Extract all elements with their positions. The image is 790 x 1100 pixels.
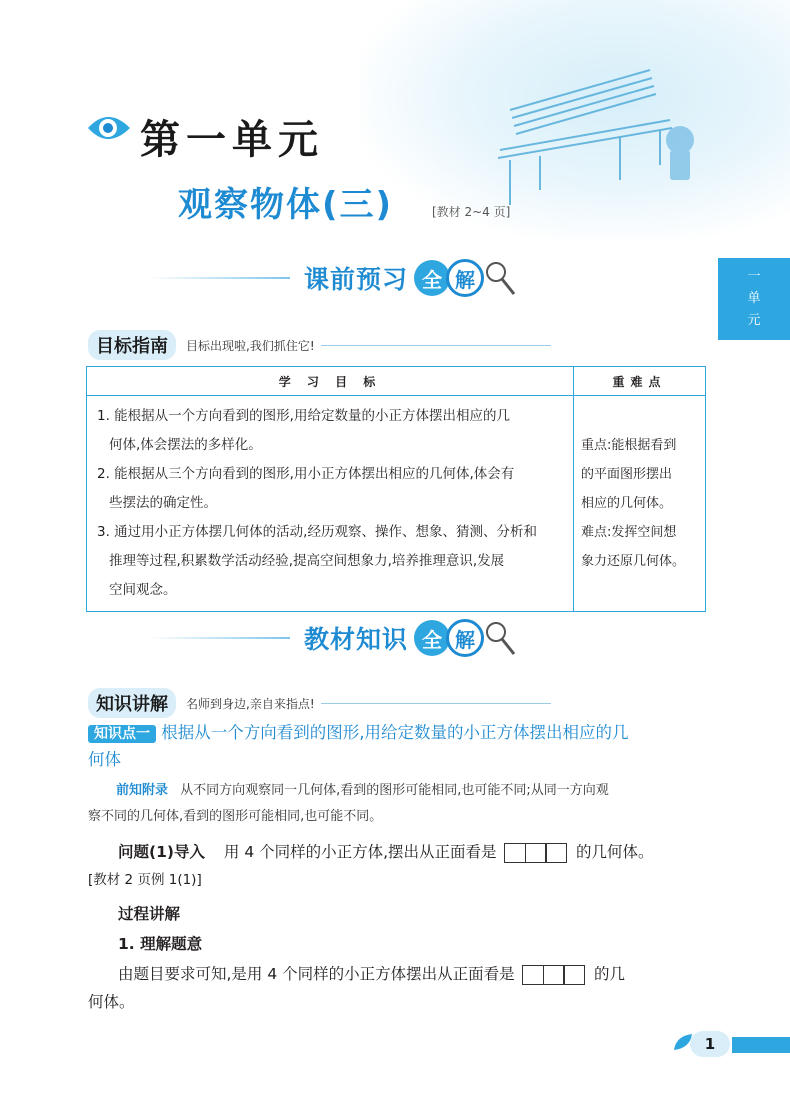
difficulty-cell (574, 396, 706, 612)
side-tab-char: 一 (747, 269, 761, 284)
question-text: 的几何体。 (575, 843, 654, 861)
table-header-row (87, 367, 706, 396)
eye-target-icon (86, 108, 132, 148)
banner-divider (150, 637, 290, 639)
banner-circle: 全 (414, 260, 450, 296)
knowledge-section-subtitle: 名师到身边,亲自来指点! (186, 696, 315, 711)
three-square-front-view-figure (506, 843, 568, 863)
side-tab-char: 元 (747, 313, 761, 328)
difficulty-column-header: 重难点 (574, 367, 706, 396)
goals-section-tag: 目标指南 (88, 330, 176, 360)
learning-goals-table (86, 366, 706, 612)
difficulty-line: 重点:能根据看到 (581, 438, 677, 453)
page-number: 1 (690, 1031, 730, 1057)
knowledge-banner-title: 教材知识 (304, 625, 409, 654)
section-divider (321, 345, 551, 346)
preview-banner (150, 254, 518, 302)
section-divider (321, 703, 551, 704)
knowledge-point-tag: 知识点一 (88, 725, 156, 743)
goals-cell (87, 396, 574, 612)
goals-section-subtitle: 目标出现啦,我们抓住它! (186, 338, 315, 353)
banner-circle: 解 (446, 259, 484, 297)
goal-line: 些摆法的确定性。 (109, 495, 217, 511)
step-one-text: 由题目要求可知,是用 4 个同样的小正方体摆出从正面看是 (118, 965, 515, 983)
magnifier-hand-icon (484, 618, 518, 658)
banner-circle: 解 (446, 619, 484, 657)
lesson-textbook-reference: [教材 2~4 页] (432, 205, 511, 219)
step-one-text: 的几 (594, 965, 626, 983)
table-row (87, 396, 706, 612)
difficulty-line: 相应的几何体。 (581, 496, 673, 511)
three-square-front-view-figure (524, 965, 586, 985)
goals-section-header (88, 330, 551, 360)
page-number-bar (732, 1037, 790, 1053)
question-text: 用 4 个同样的小正方体,摆出从正面看是 (223, 843, 497, 861)
banner-circle: 全 (414, 620, 450, 656)
side-unit-tab[interactable] (718, 258, 790, 340)
prior-knowledge-text: 从不同方向观察同一几何体,看到的图形可能相同,也可能不同;从同一方向观 (180, 783, 609, 798)
side-tab-char: 单 (747, 291, 761, 306)
question-label: 问题(1)导入 (118, 843, 205, 861)
goal-line: 2. 能根据从三个方向看到的图形,用小正方体摆出相应的几何体,体会有 (97, 466, 515, 482)
knowledge-section-tag: 知识讲解 (88, 688, 176, 718)
goals-column-header: 学 习 目 标 (87, 367, 574, 396)
banner-divider (150, 277, 290, 279)
preview-banner-title: 课前预习 (304, 265, 409, 294)
question-intro (88, 838, 718, 894)
difficulty-line: 难点:发挥空间想 (581, 525, 677, 540)
knowledge-banner (150, 614, 518, 662)
difficulty-line: 象力还原几何体。 (581, 554, 686, 569)
step-one-explanation (88, 960, 718, 1016)
goal-line: 何体,体会摆法的多样化。 (109, 437, 262, 453)
prior-knowledge-text: 察不同的几何体,看到的图形可能相同,也可能不同。 (88, 809, 383, 824)
process-label: 过程讲解 (118, 905, 181, 923)
difficulty-line: 的平面图形摆出 (581, 467, 673, 482)
goal-line: 1. 能根据从一个方向看到的图形,用给定数量的小正方体摆出相应的几 (97, 408, 510, 424)
step-one-text: 何体。 (88, 993, 135, 1011)
prior-knowledge-note (88, 778, 708, 830)
goal-line: 空间观念。 (109, 582, 177, 598)
goal-line: 推理等过程,积累数学活动经验,提高空间想象力,培养推理意识,发展 (109, 553, 505, 569)
knowledge-point-title-line: 何体 (88, 750, 121, 769)
bench-illustration (470, 40, 720, 220)
magnifier-hand-icon (484, 258, 518, 298)
goal-line: 3. 通过用小正方体摆几何体的活动,经历观察、操作、想象、猜测、分析和 (97, 524, 537, 540)
prior-knowledge-label: 前知附录 (116, 783, 169, 798)
question-reference: [教材 2 页例 1(1)] (88, 872, 202, 888)
unit-title: 第一单元 (140, 116, 324, 163)
knowledge-point-title (88, 720, 708, 773)
step-one-label: 1. 理解题意 (118, 935, 203, 953)
knowledge-point-title-line: 根据从一个方向看到的图形,用给定数量的小正方体摆出相应的几 (161, 723, 629, 742)
knowledge-section-header (88, 688, 551, 718)
lesson-title: 观察物体(三) (178, 185, 394, 225)
